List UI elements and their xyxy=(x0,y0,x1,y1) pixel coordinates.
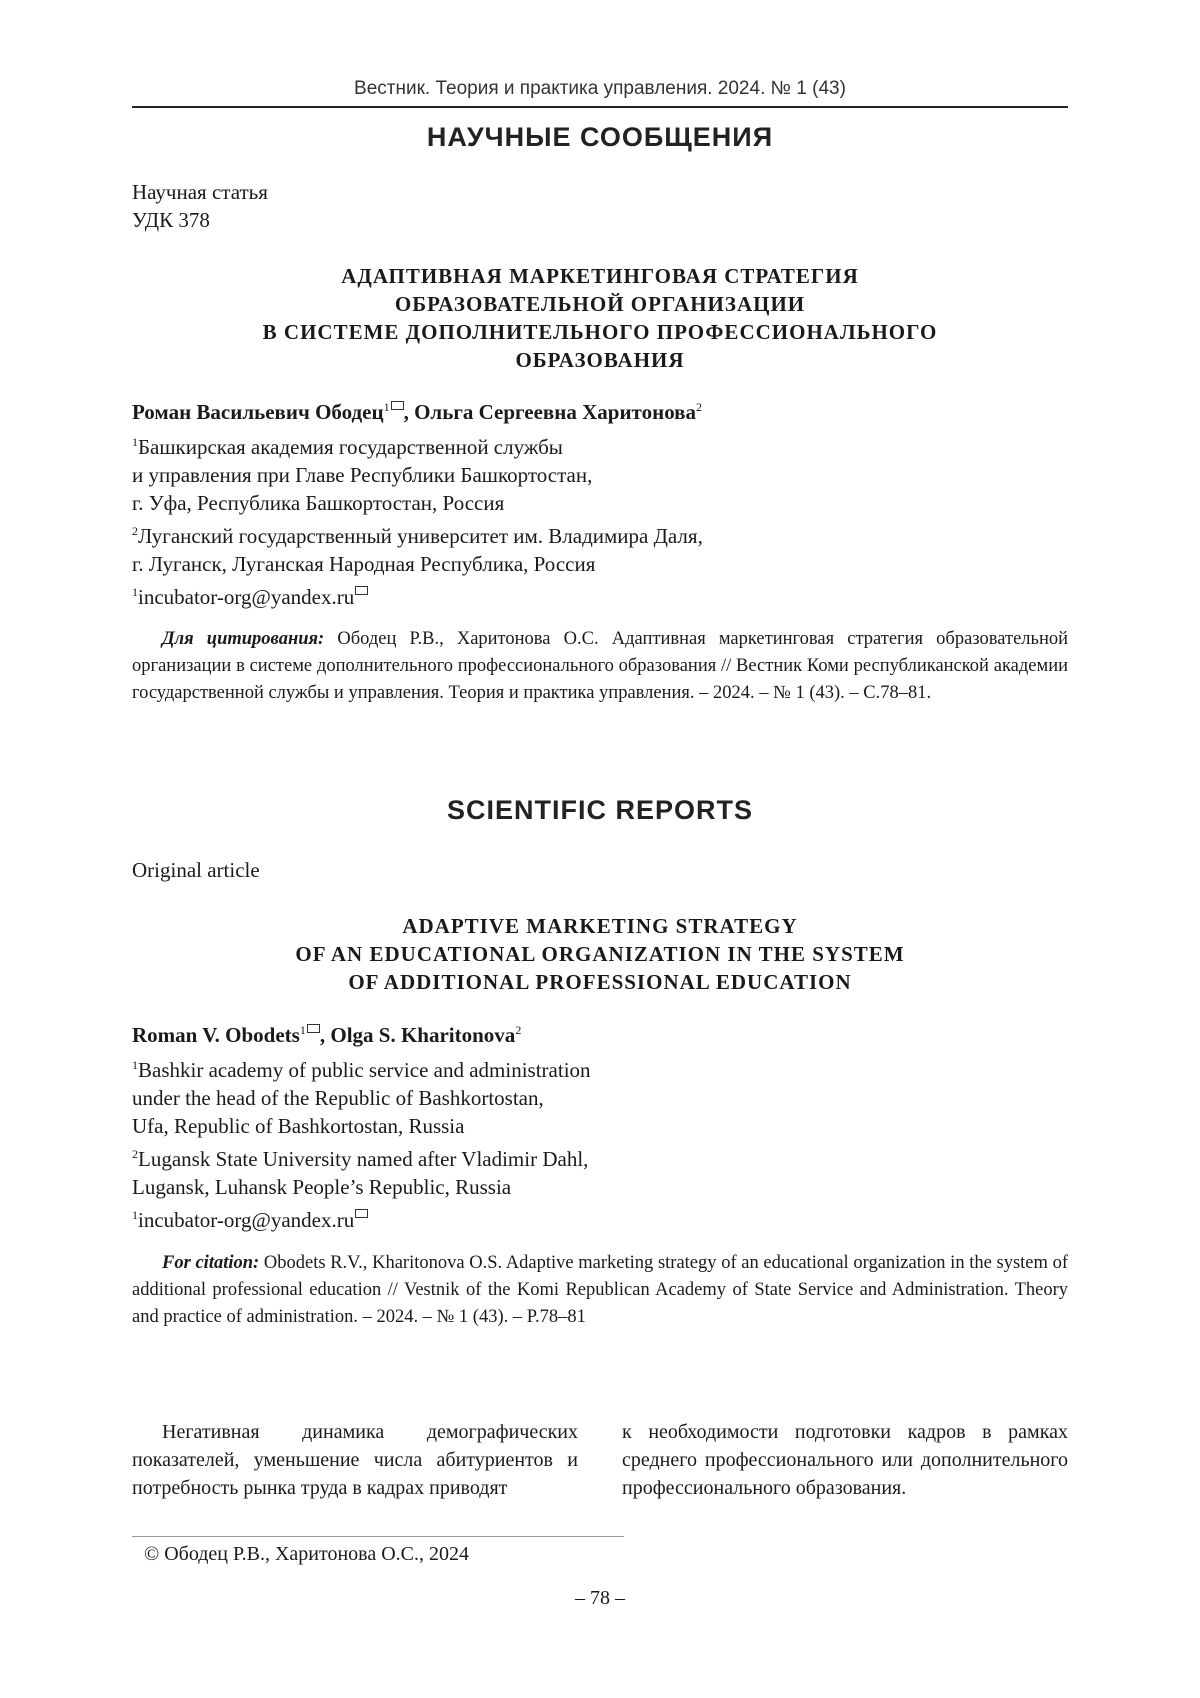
header-rule xyxy=(132,106,1068,108)
title-line: В СИСТЕМЕ ДОПОЛНИТЕЛЬНОГО ПРОФЕССИОНАЛЬНОГО xyxy=(132,318,1068,346)
envelope-icon xyxy=(307,1024,320,1033)
affiliation-line xyxy=(132,517,703,550)
page-number: – 78 – xyxy=(0,1587,1200,1610)
body-column-right: к необходимости подготовки кадров в рамках среднего профессионального или дополнительного профессионального образования. xyxy=(622,1418,1068,1502)
affiliation-line xyxy=(132,550,703,578)
affiliations-en xyxy=(132,1051,591,1234)
affiliations-ru xyxy=(132,428,703,611)
authors-en xyxy=(132,1023,521,1048)
title-line: OF ADDITIONAL PROFESSIONAL EDUCATION xyxy=(132,968,1068,996)
affiliation-line xyxy=(132,1084,591,1112)
title-line: OF AN EDUCATIONAL ORGANIZATION IN THE SYSTEM xyxy=(132,940,1068,968)
running-header: Вестник. Теория и практика управления. 2024. № 1 (43) xyxy=(0,78,1200,100)
affiliation-line xyxy=(132,489,703,517)
affiliation-sup: 1 xyxy=(132,585,138,599)
author-separator: , xyxy=(404,400,415,424)
affiliation-line xyxy=(132,1173,591,1201)
affiliation-text: г. Уфа, Республика Башкортостан, Россия xyxy=(132,491,504,515)
udc-code: УДК 378 xyxy=(132,206,210,234)
title-line: ОБРАЗОВАНИЯ xyxy=(132,346,1068,374)
affiliation-text: и управления при Главе Республики Башкортостан, xyxy=(132,463,592,487)
affiliation-sup: 2 xyxy=(132,524,138,538)
affiliation-line xyxy=(132,428,703,461)
envelope-icon xyxy=(391,401,404,410)
affiliation-sup: 2 xyxy=(132,1147,138,1161)
envelope-icon xyxy=(355,1209,368,1218)
author-name: Роман Васильевич Ободец xyxy=(132,400,384,424)
title-line: ОБРАЗОВАТЕЛЬНОЙ ОРГАНИЗАЦИИ xyxy=(132,290,1068,318)
envelope-icon xyxy=(355,586,368,595)
affiliation-line xyxy=(132,578,703,611)
footnote-rule xyxy=(132,1536,624,1537)
title-line: АДАПТИВНАЯ МАРКЕТИНГОВАЯ СТРАТЕГИЯ xyxy=(132,262,1068,290)
affiliation-text: Луганский государственный университет им. Владимира Даля, xyxy=(138,524,703,548)
affiliation-text: Lugansk, Luhansk People’s Republic, Russia xyxy=(132,1175,511,1199)
citation-label: For citation: xyxy=(162,1253,259,1273)
author-name: Ольга Сергеевна Харитонова xyxy=(414,400,696,424)
affiliation-line xyxy=(132,1201,591,1234)
section-heading-ru: НАУЧНЫЕ СООБЩЕНИЯ xyxy=(0,122,1200,153)
article-title-en xyxy=(132,912,1068,996)
affiliation-text: г. Луганск, Луганская Народная Республика, Россия xyxy=(132,552,595,576)
author-sup: 1 xyxy=(384,400,390,414)
affiliation-line xyxy=(132,1051,591,1084)
affiliation-sup: 1 xyxy=(132,1208,138,1222)
section-heading-en: SCIENTIFIC REPORTS xyxy=(0,795,1200,826)
body-column-left: Негативная динамика демографических показателей, уменьшение числа абитуриентов и потребность рынка труда в кадрах приводят xyxy=(132,1418,578,1502)
affiliation-text: under the head of the Republic of Bashkortostan, xyxy=(132,1086,544,1110)
author-sup: 1 xyxy=(300,1023,306,1037)
affiliation-text: Башкирская академия государственной службы xyxy=(138,435,563,459)
affiliation-text: Bashkir academy of public service and administration xyxy=(138,1058,591,1082)
citation-text: Obodets R.V., Kharitonova O.S. Adaptive marketing strategy of an educational organization in the system of additional professional education // Vestnik of the Komi Republican Academy of State Service and Administration. Theory and practice of administration. – 2024. – № 1 (43). – P.78–81 xyxy=(132,1253,1068,1327)
affiliation-sup: 1 xyxy=(132,1058,138,1072)
copyright-note: © Ободец Р.В., Харитонова О.С., 2024 xyxy=(144,1543,469,1566)
affiliation-line xyxy=(132,1140,591,1173)
affiliation-text: Lugansk State University named after Vladimir Dahl, xyxy=(138,1147,588,1171)
email-link[interactable]: incubator-org@yandex.ru xyxy=(138,1208,354,1232)
citation-ru xyxy=(132,626,1068,707)
affiliation-line xyxy=(132,1112,591,1140)
citation-text: Ободец Р.В., Харитонова О.С. Адаптивная маркетинговая стратегия образовательной организации в системе дополнительного профессионального образования // Вестник Коми республиканской академии государственной службы и управления. Теория и практика управления. – 2024. – № 1 (43). – С.78–81. xyxy=(132,629,1068,703)
author-name: Olga S. Kharitonova xyxy=(330,1023,515,1047)
author-separator: , xyxy=(320,1023,331,1047)
article-type-ru: Научная статья xyxy=(132,178,268,206)
article-type-en: Original article xyxy=(132,856,260,884)
email-link[interactable]: incubator-org@yandex.ru xyxy=(138,585,354,609)
title-line: ADAPTIVE MARKETING STRATEGY xyxy=(132,912,1068,940)
affiliation-text: Ufa, Republic of Bashkortostan, Russia xyxy=(132,1114,464,1138)
author-name: Roman V. Obodets xyxy=(132,1023,300,1047)
affiliation-sup: 1 xyxy=(132,435,138,449)
journal-page xyxy=(0,0,1200,1698)
article-title-ru xyxy=(132,262,1068,374)
affiliation-line xyxy=(132,461,703,489)
authors-ru xyxy=(132,400,702,425)
citation-en xyxy=(132,1250,1068,1331)
author-sup: 2 xyxy=(515,1023,521,1037)
author-sup: 2 xyxy=(696,400,702,414)
citation-label: Для цитирования: xyxy=(162,629,324,649)
